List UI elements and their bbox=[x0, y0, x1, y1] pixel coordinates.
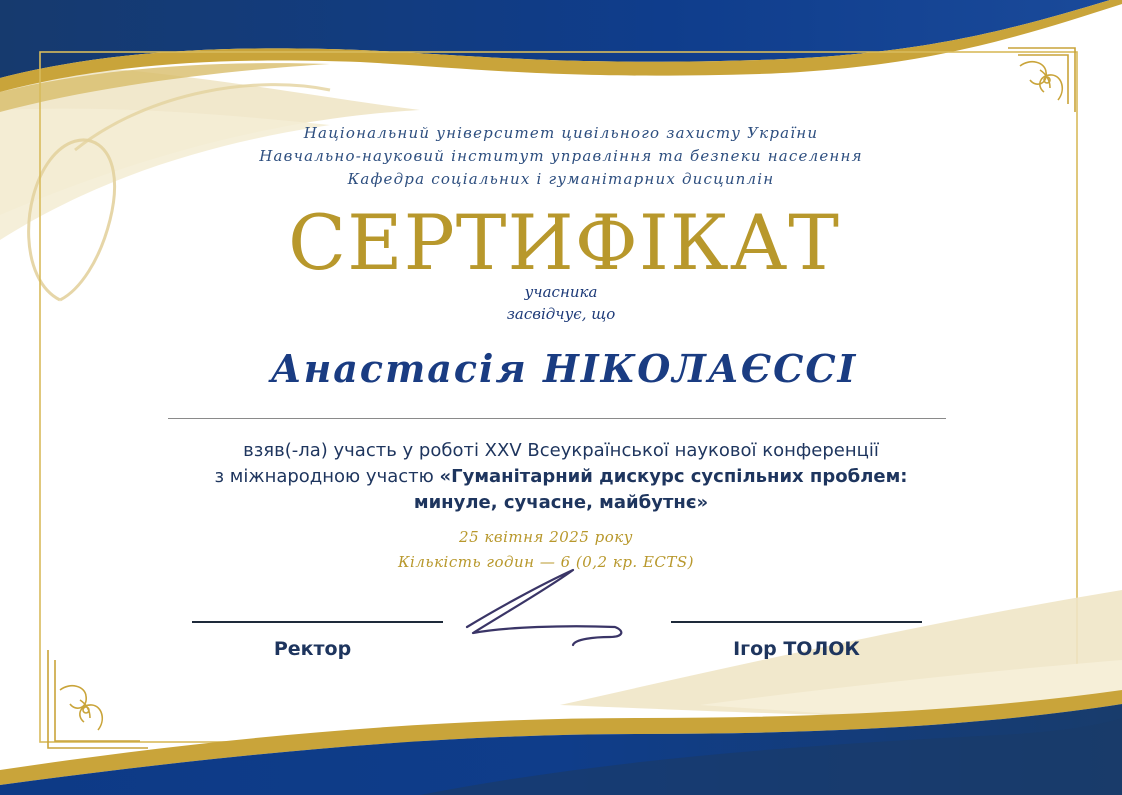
participation-prefix: з міжнародною участю bbox=[214, 466, 440, 487]
handwritten-signature bbox=[455, 565, 635, 655]
certificate-subtitle: учасника bbox=[524, 283, 598, 301]
conference-date: 25 квітня 2025 року bbox=[459, 528, 633, 546]
participation-line-3 bbox=[0, 492, 1122, 513]
participation-line-2 bbox=[0, 466, 1122, 487]
signatory-name: Ігор ТОЛОК bbox=[733, 638, 860, 660]
name-signature-line bbox=[671, 621, 922, 623]
department-name: Кафедра соціальних і гуманітарних дисциплін bbox=[347, 170, 775, 188]
rector-signature-line bbox=[192, 621, 443, 623]
recipient-name: Анастасія НІКОЛАЄССІ bbox=[270, 346, 858, 391]
participation-line-1: взяв(-ла) участь у роботі XXV Всеукраїнської наукової конференції bbox=[243, 440, 879, 461]
conference-title-part-2: минуле, сучасне, майбутнє» bbox=[413, 492, 709, 513]
certificate-title: СЕРТИФІКАТ bbox=[288, 198, 840, 287]
institute-name: Навчально-науковий інститут управління та безпеки населення bbox=[259, 147, 863, 165]
name-underline bbox=[168, 418, 946, 419]
certifies-text: засвідчує, що bbox=[506, 305, 616, 323]
conference-title-part-1: «Гуманітарний дискурс суспільних проблем: bbox=[439, 466, 908, 487]
university-name: Національний університет цивільного захисту України bbox=[303, 124, 819, 142]
credit-hours: Кількість годин — 6 (0,2 кр. ECTS) bbox=[397, 553, 695, 571]
rector-label: Ректор bbox=[273, 638, 352, 660]
